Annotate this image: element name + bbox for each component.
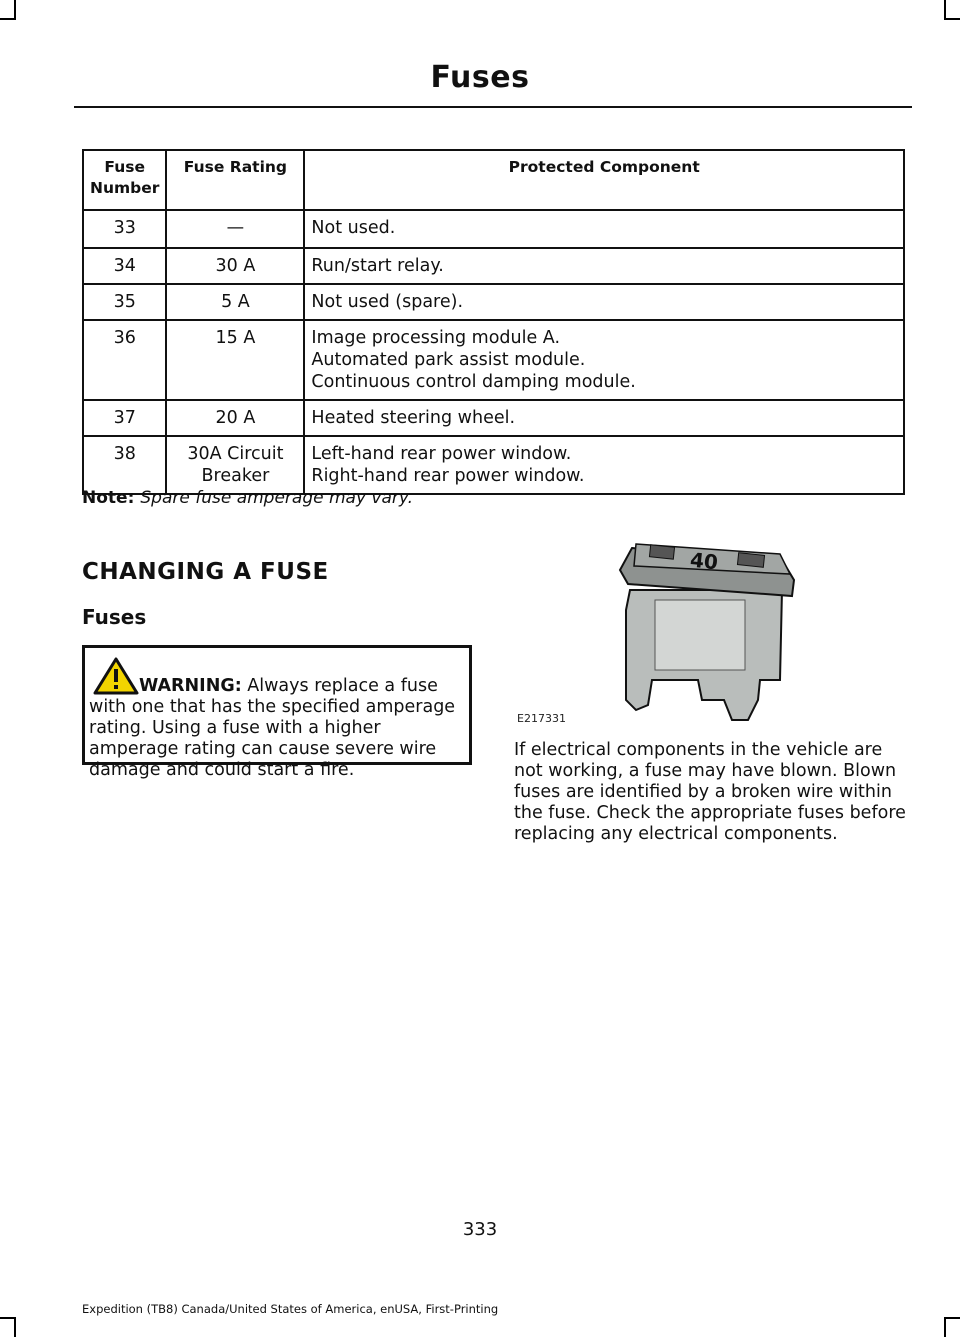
- protected-component: [304, 284, 904, 320]
- table-row: [83, 320, 904, 400]
- warning-message: Always replace a fuse with one that has the specified amperage rating. Using a fuse with a higher amperage rating can cause severe wire damage and could start a fire.: [89, 676, 456, 780]
- body-paragraph: If electrical components in the vehicle are not working, a fuse may have blown. Blown fuses are identified by a broken wire within the fuse. Check the appropriate fuses before replacing any electrical components.: [514, 740, 906, 844]
- column-header-protected-component: Protected Component: [304, 150, 904, 210]
- crop-mark: [944, 1317, 960, 1319]
- table-row: [83, 400, 904, 436]
- figure-code: E217331: [517, 712, 566, 725]
- table-row: [83, 248, 904, 284]
- component-line: Automated park assist module.: [311, 350, 586, 370]
- fuse-marking: 40: [688, 547, 720, 575]
- crop-mark: [944, 0, 946, 20]
- fuse-number: 33: [83, 210, 166, 248]
- fuse-table: [82, 149, 905, 495]
- fuse-number: 36: [83, 320, 166, 400]
- crop-mark: [14, 1317, 16, 1337]
- page-title: Fuses: [430, 60, 530, 95]
- table-note: [82, 488, 413, 508]
- warning-box: [82, 645, 472, 780]
- fuse-rating: 30 A: [166, 248, 304, 284]
- table-row: [83, 284, 904, 320]
- fuse-illustration: [512, 530, 906, 730]
- section-subtitle: Fuses: [82, 605, 147, 629]
- component-line: Run/start relay.: [311, 256, 444, 276]
- fuse-rating: 5 A: [166, 284, 304, 320]
- component-line: Heated steering wheel.: [311, 408, 516, 428]
- table-row: [83, 436, 904, 494]
- component-line: Left-hand rear power window.: [311, 444, 572, 464]
- fuse-rating: 30A Circuit Breaker: [166, 436, 304, 494]
- column-header-fuse-rating: Fuse Rating: [166, 150, 304, 210]
- component-line: Continuous control damping module.: [311, 372, 636, 392]
- protected-component: [304, 436, 904, 494]
- footer-text: Expedition (TB8) Canada/United States of America, enUSA, First-Printing: [82, 1302, 499, 1316]
- fuse-rating: 20 A: [166, 400, 304, 436]
- fuse-number: 35: [83, 284, 166, 320]
- page-number: 333: [462, 1219, 498, 1240]
- component-line: Not used (spare).: [311, 292, 464, 312]
- fuse-number: 38: [83, 436, 166, 494]
- fuse-number: 37: [83, 400, 166, 436]
- table-header-row: [83, 150, 904, 210]
- column-header-fuse-number: Fuse Number: [83, 150, 166, 210]
- protected-component: [304, 400, 904, 436]
- title-divider: [74, 106, 912, 108]
- warning-text: [89, 676, 469, 781]
- crop-mark: [0, 1317, 16, 1319]
- crop-mark: [944, 1317, 946, 1337]
- warning-label: WARNING:: [139, 676, 242, 696]
- component-line: Image processing module A.: [311, 328, 561, 348]
- component-line: Not used.: [311, 218, 396, 238]
- table-row: [83, 210, 904, 248]
- note-text: Spare fuse amperage may vary.: [140, 488, 414, 508]
- protected-component: [304, 210, 904, 248]
- crop-mark: [944, 18, 960, 20]
- crop-mark: [0, 18, 16, 20]
- note-label: Note:: [82, 488, 135, 508]
- fuse-rating: —: [166, 210, 304, 248]
- fuse-rating: 15 A: [166, 320, 304, 400]
- component-line: Right-hand rear power window.: [311, 466, 585, 486]
- protected-component: [304, 320, 904, 400]
- protected-component: [304, 248, 904, 284]
- crop-mark: [14, 0, 16, 20]
- section-title: CHANGING A FUSE: [82, 559, 329, 585]
- fuse-number: 34: [83, 248, 166, 284]
